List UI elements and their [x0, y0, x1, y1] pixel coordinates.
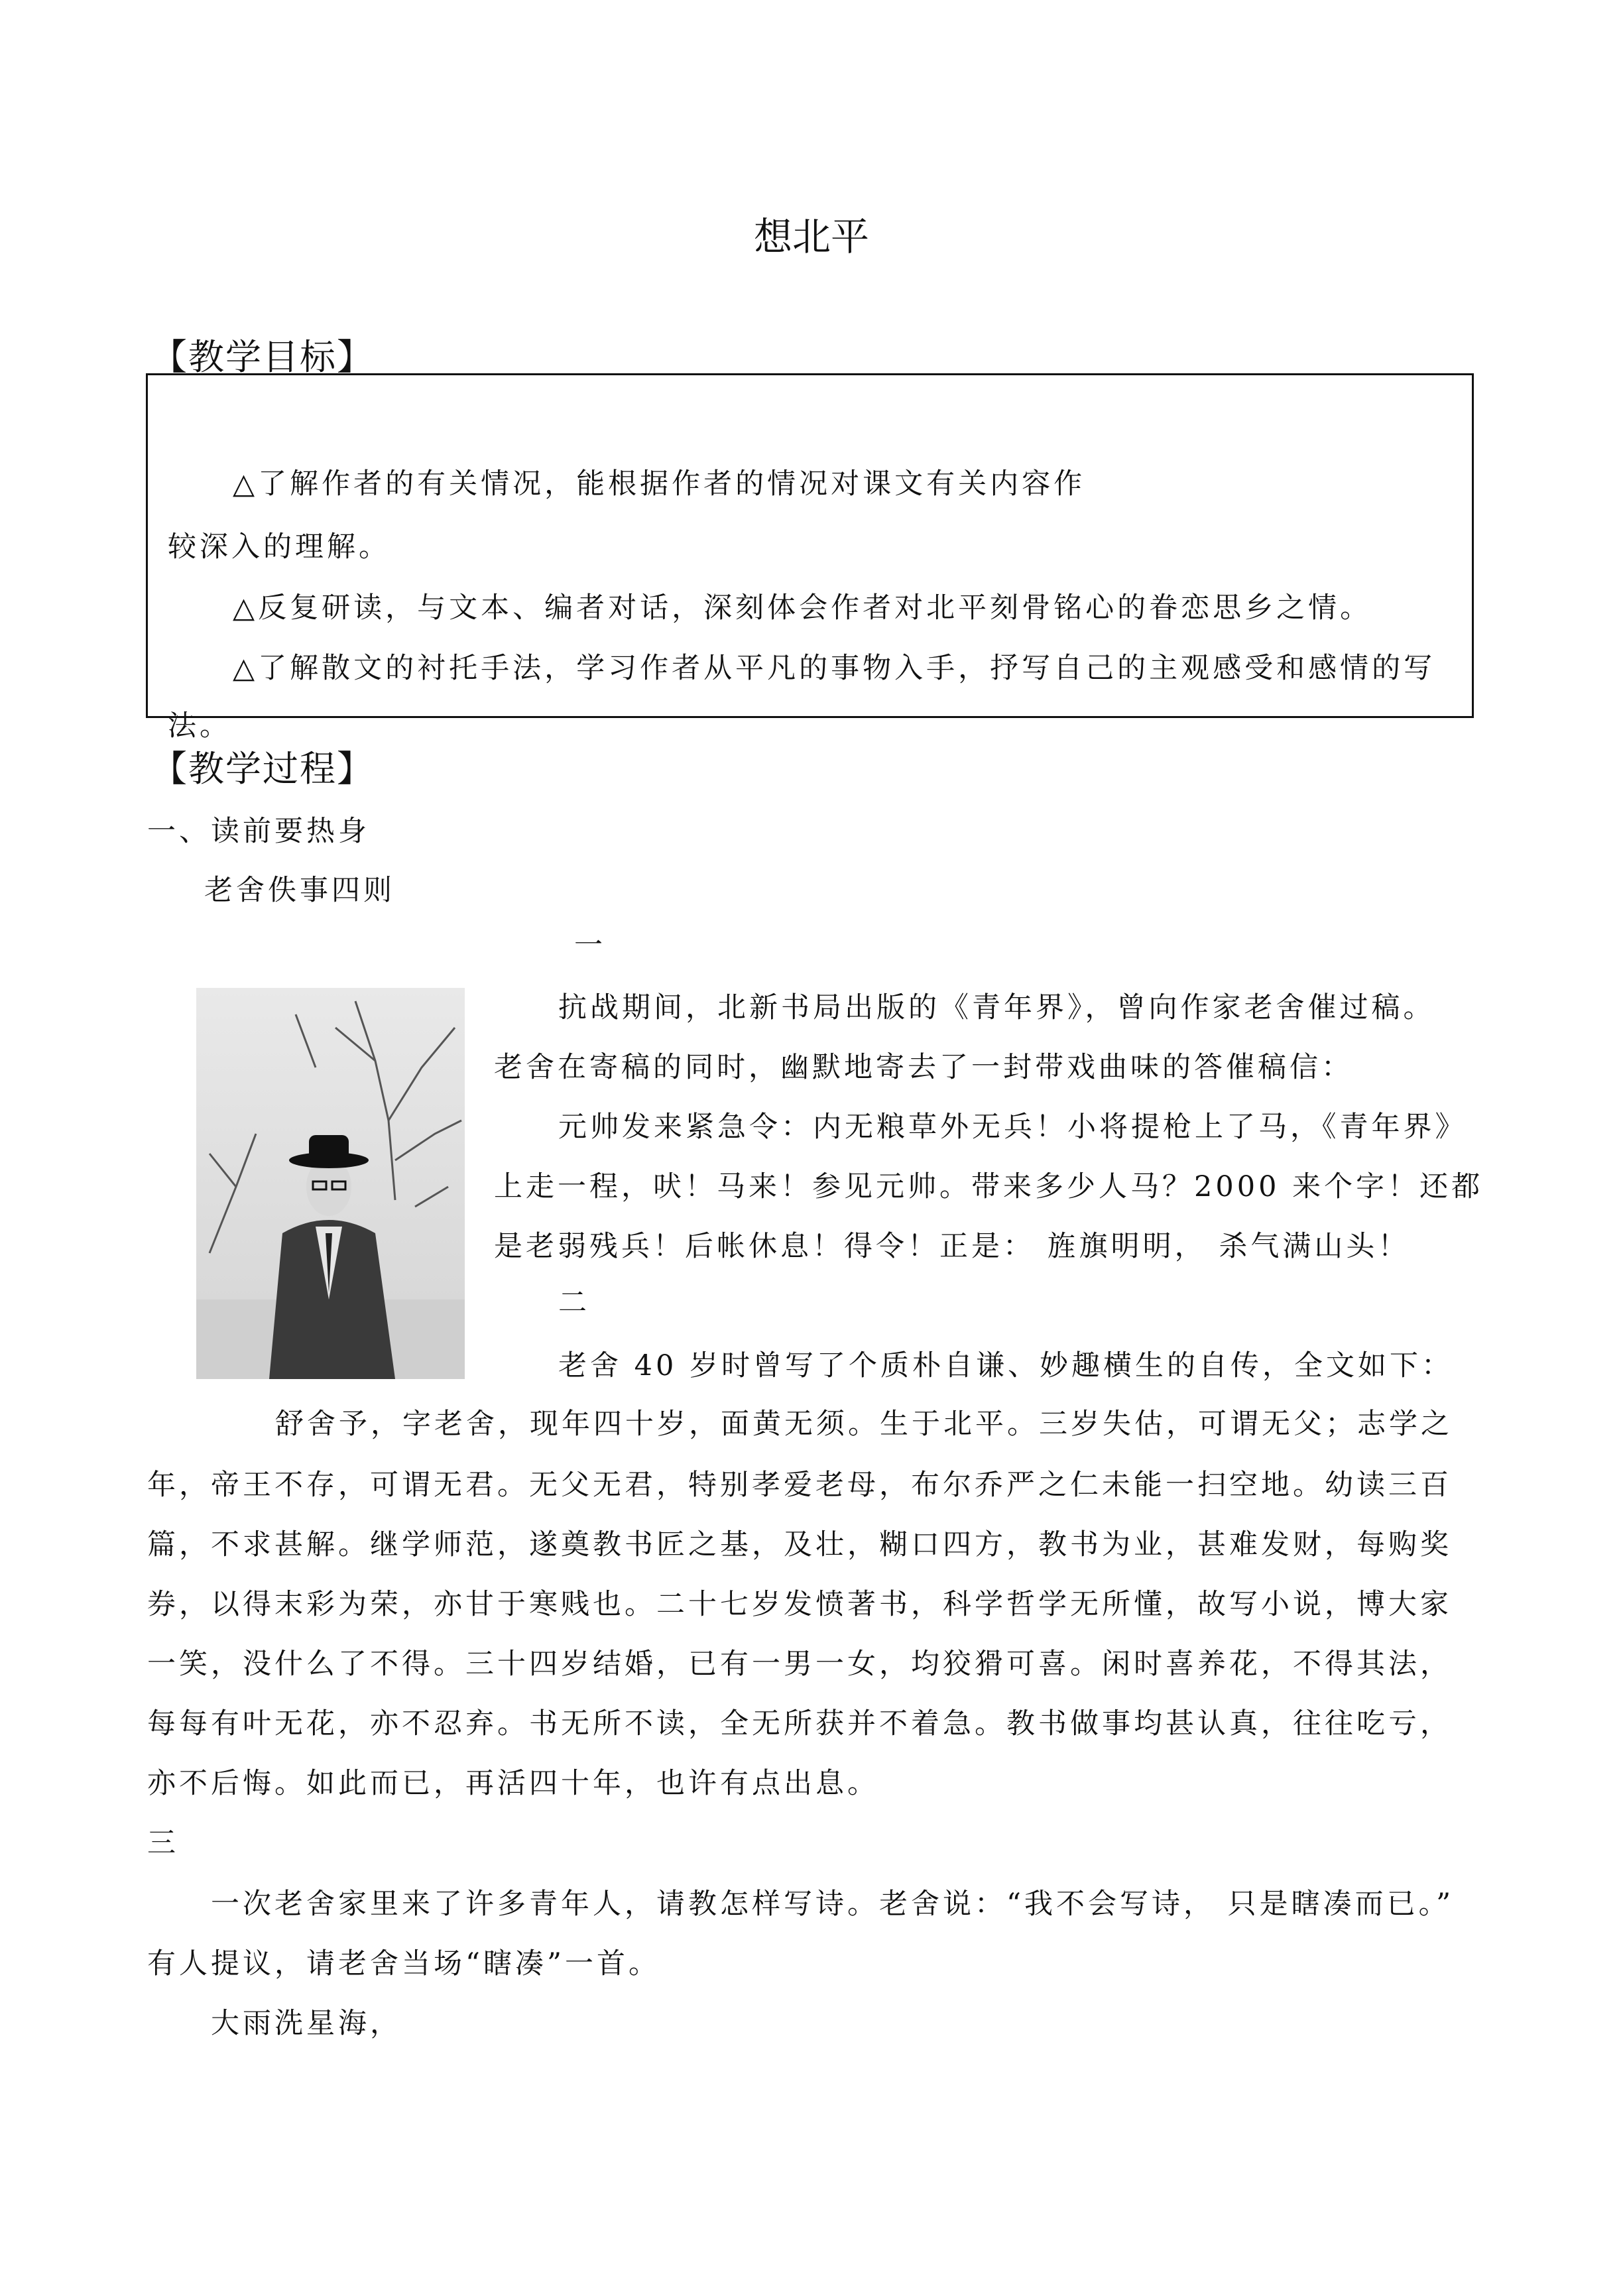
anecdote-two-line: 篇，不求甚解。继学师范，遂奠教书匠之基，及壮，糊口四方，教书为业，甚难发财，每购奖: [147, 1528, 1452, 1561]
portrait-photo: [196, 988, 465, 1379]
anecdote-one-numeral: 一: [574, 929, 606, 962]
anecdote-one-line: 是老弱残兵！后帐休息！得令！正是： 旌旗明明， 杀气满山头！: [494, 1230, 1410, 1263]
anecdote-one-line: 抗战期间，北新书局出版的《青年界》，曾向作家老舍催过稿。: [558, 991, 1435, 1024]
objective-line: 法。: [168, 709, 231, 743]
step-one-heading: 一、读前要热身: [147, 815, 370, 848]
anecdote-three-line: 大雨洗星海，: [211, 2007, 402, 2040]
anecdote-three-line: 一次老舍家里来了许多青年人，请教怎样写诗。老舍说：“我不会写诗， 只是瞎凑而已。”: [211, 1888, 1455, 1921]
anecdote-one-line: 老舍在寄稿的同时，幽默地寄去了一封带戏曲味的答催稿信：: [494, 1051, 1353, 1084]
anecdote-two-line: 每每有叶无花，亦不忍弃。书无所不读，全无所获并不着急。教书做事均甚认真，往往吃亏，: [147, 1707, 1452, 1740]
anecdote-two-line: 年，帝王不存，可谓无君。无父无君，特别孝爱老母，布尔乔严之仁未能一扫空地。幼读三百: [147, 1469, 1452, 1502]
objective-line: △反复研读，与文本、编者对话，深刻体会作者对北平刻骨铭心的眷恋思乡之情。: [233, 591, 1372, 625]
anecdote-three-numeral: 三: [147, 1827, 179, 1860]
anecdote-three-line: 有人提议，请老舍当场“瞎凑”一首。: [147, 1947, 660, 1980]
page-title: 想北平: [753, 214, 869, 259]
anecdote-one-line: 元帅发来紧急令：内无粮草外无兵！小将提枪上了马，《青年界》: [558, 1111, 1467, 1144]
process-heading: 【教学过程】: [151, 748, 374, 790]
anecdote-two-intro: 老舍 40 岁时曾写了个质朴自谦、妙趣横生的自传，全文如下：: [558, 1349, 1454, 1382]
anecdote-two-line: 券，以得末彩为荣，亦甘于寒贱也。二十七岁发愤著书，科学哲学无所懂，故写小说，博大家: [147, 1588, 1452, 1621]
anecdote-one-line: 上走一程，吠！马来！参见元帅。带来多少人马？2000 来个字！还都: [494, 1170, 1484, 1203]
anecdote-two-line: 亦不后悔。如此而已，再活四十年，也许有点出息。: [147, 1767, 879, 1800]
objective-line: △了解散文的衬托手法，学习作者从平凡的事物入手，抒写自己的主观感受和感情的写: [233, 652, 1436, 685]
objectives-box: [146, 373, 1474, 743]
portrait-illustration: [196, 988, 465, 1379]
objective-line: △了解作者的有关情况，能根据作者的情况对课文有关内容作: [233, 467, 1086, 501]
anecdotes-subtitle: 老舍佚事四则: [204, 874, 395, 907]
anecdote-two-line: 舒舍予，字老舍，现年四十岁，面黄无须。生于北平。三岁失估，可谓无父；志学之: [275, 1408, 1453, 1441]
anecdote-two-line: 一笑，没什么了不得。三十四岁结婚，已有一男一女，均狡猾可喜。闲时喜养花，不得其法，: [147, 1648, 1452, 1681]
objectives-heading: 【教学目标】: [151, 336, 374, 378]
anecdote-two-numeral: 二: [558, 1286, 590, 1319]
objective-line: 较深入的理解。: [168, 530, 391, 564]
